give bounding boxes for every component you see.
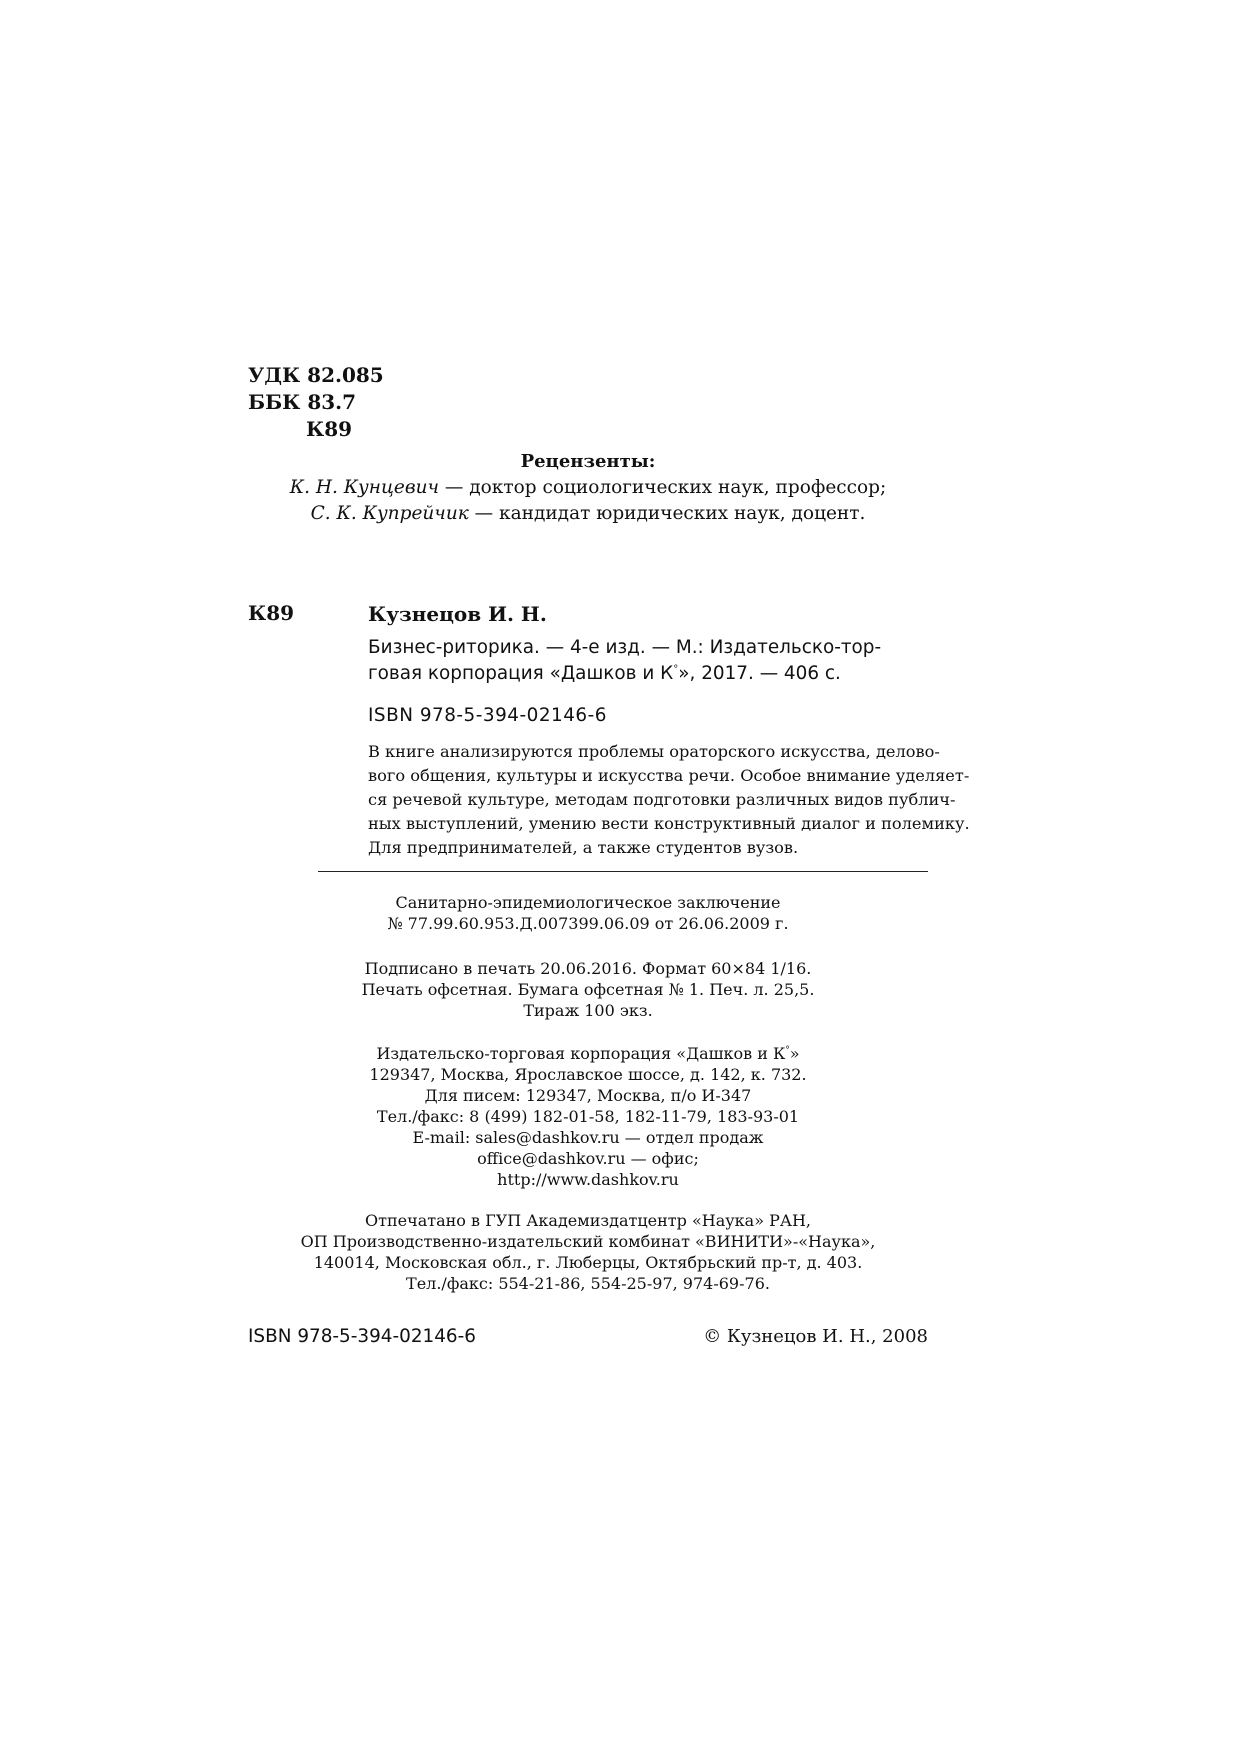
divider <box>318 871 928 872</box>
reviewer-name: С. К. Купрейчик <box>310 503 469 524</box>
publisher-info <box>248 1043 928 1190</box>
reviewer-item <box>248 475 928 501</box>
publisher-website: http://www.dashkov.ru <box>497 1170 679 1189</box>
degree-mark: ° <box>785 1045 790 1056</box>
degree-mark: ° <box>673 663 679 675</box>
reviewer-desc: — доктор социологических наук, профессор; <box>439 477 887 498</box>
title-text: », 2017. — 406 с. <box>678 663 841 684</box>
annotation-line: ных выступлений, умению вести конструктивный диалог и полемику. <box>368 814 970 833</box>
printer-info <box>248 1210 928 1294</box>
imprint-line: Отпечатано в ГУП Академиздатцентр «Наука» РАН, <box>365 1211 811 1230</box>
publisher-address: 129347, Москва, Ярославское шоссе, д. 142, к. 732. <box>369 1065 807 1084</box>
publisher-email-office: office@dashkov.ru — офис; <box>477 1149 699 1168</box>
bbk-code: ББК 83.7 <box>248 390 357 414</box>
publisher-mail: Для писем: 129347, Москва, п/о И-347 <box>424 1086 752 1105</box>
publisher-email-sales: E-mail: sales@dashkov.ru — отдел продаж <box>412 1128 764 1147</box>
annotation <box>368 740 970 860</box>
imprint-line: Санитарно-эпидемиологическое заключение <box>395 893 781 912</box>
footer-isbn: ISBN 978-5-394-02146-6 <box>248 1326 476 1347</box>
author-sign: К89 <box>306 417 353 441</box>
annotation-line: Для предпринимателей, а также студентов вузов. <box>368 838 799 857</box>
entry-author: Кузнецов И. Н. <box>368 602 547 626</box>
imprint-line: ОП Производственно-издательский комбинат «ВИНИТИ»-«Наука», <box>300 1232 876 1251</box>
reviewer-desc: — кандидат юридических наук, доцент. <box>468 503 866 524</box>
annotation-line: вого общения, культуры и искусства речи. Особое внимание уделяет- <box>368 766 970 785</box>
entry-title <box>368 635 928 687</box>
entry-isbn: ISBN 978-5-394-02146-6 <box>368 705 607 726</box>
udk-code: УДК 82.085 <box>248 363 384 387</box>
publisher-phone: Тел./факс: 8 (499) 182-01-58, 182-11-79, 183-93-01 <box>376 1107 800 1126</box>
print-details <box>248 958 928 1021</box>
reviewers-heading: Рецензенты: <box>520 451 656 472</box>
reviewer-item <box>248 501 928 527</box>
entry-title-line: Бизнес-риторика. — 4-е изд. — М.: Издательско-тор- <box>368 637 882 658</box>
reviewers-block <box>248 449 928 527</box>
bibliographic-entry <box>368 601 970 860</box>
publisher-text: Издательско-торговая корпорация «Дашков и К <box>376 1044 786 1063</box>
imprint-line: Тираж 100 экз. <box>523 1001 653 1020</box>
publisher-text: » <box>789 1044 800 1063</box>
entry-code: К89 <box>248 601 295 625</box>
annotation-line: В книге анализируются проблемы ораторского искусства, делово- <box>368 742 940 761</box>
imprint-line: 140014, Московская обл., г. Люберцы, Октябрьский пр-т, д. 403. <box>313 1253 863 1272</box>
classification-block <box>248 362 384 443</box>
reviewer-name: К. Н. Кунцевич <box>289 477 440 498</box>
imprint-line: Тел./факс: 554-21-86, 554-25-97, 974-69-76. <box>406 1274 770 1293</box>
imprint-line: № 77.99.60.953.Д.007399.06.09 от 26.06.2009 г. <box>387 914 789 933</box>
footer-copyright: © Кузнецов И. Н., 2008 <box>703 1326 928 1347</box>
imprint-line: Подписано в печать 20.06.2016. Формат 60×84 1/16. <box>364 959 812 978</box>
title-text: говая корпорация «Дашков и К <box>368 663 674 684</box>
entry-title-line <box>368 661 928 687</box>
imprint-line: Печать офсетная. Бумага офсетная № 1. Печ. л. 25,5. <box>361 980 815 999</box>
annotation-line: ся речевой культуре, методам подготовки различных видов публич- <box>368 790 956 809</box>
publisher-name <box>248 1043 928 1064</box>
sanitary-conclusion <box>248 892 928 934</box>
